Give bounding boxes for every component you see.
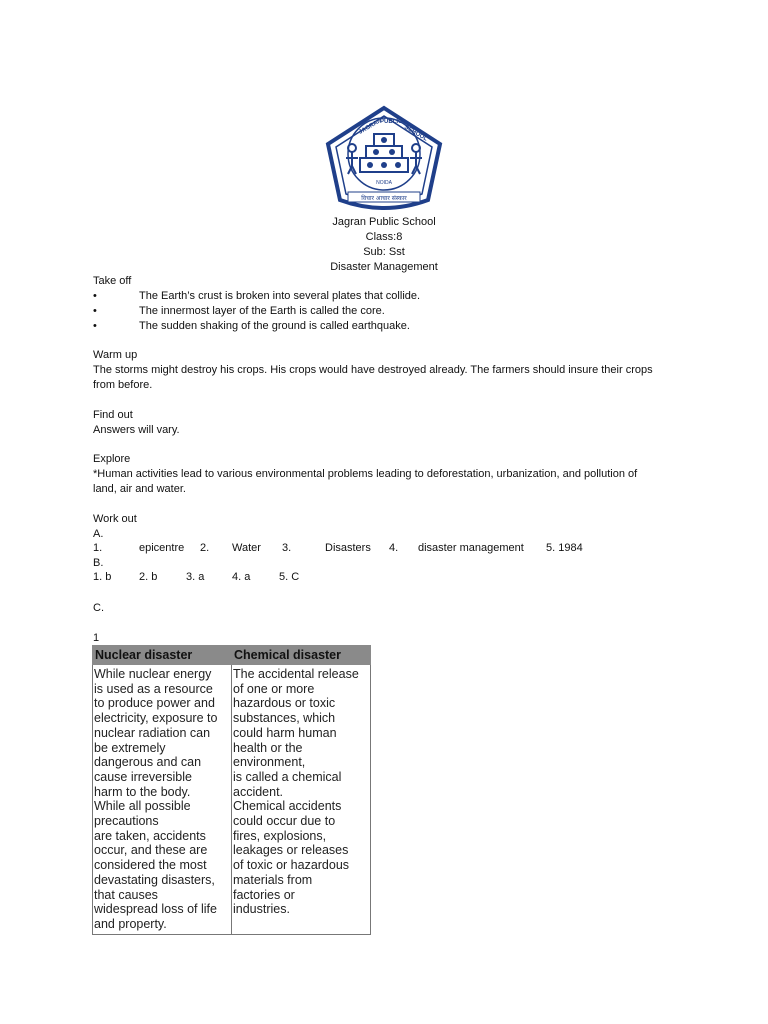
- subject-label: Sub: Sst: [363, 246, 405, 258]
- answer-text: 1. b: [93, 571, 112, 583]
- answer-text: epicentre: [139, 542, 185, 554]
- answer-text: Disasters: [325, 542, 371, 554]
- answer-text: Water: [232, 542, 261, 554]
- take-off-item-text: The Earth’s crust is broken into several plates that collide.: [139, 290, 421, 302]
- logo-noida-text: NOIDA: [376, 180, 392, 186]
- bullet-icon: •: [93, 320, 97, 332]
- answer-number: 4.: [389, 542, 399, 554]
- work-out-c-label: C.: [93, 602, 104, 614]
- school-logo: [322, 104, 446, 218]
- work-out-a-label: A.: [93, 528, 104, 540]
- explore-heading: Explore: [93, 453, 131, 465]
- bullet-icon: •: [93, 290, 97, 302]
- svg-text:PUBLIC: PUBLIC: [380, 119, 403, 125]
- svg-text:SCHOOL: SCHOOL: [403, 124, 429, 143]
- table-header-row: [93, 646, 371, 665]
- table-row: [93, 665, 371, 935]
- find-out-heading: Find out: [93, 409, 133, 421]
- chemical-disaster-cell: The accidental release of one or more hazardous or toxic substances, which could harm human health or the environment, is called a chemical accident. Chemical accidents could occur due to fires, explosions, leakages or releases of toxic or hazardous materials from factories or industries.: [232, 665, 371, 935]
- explore-text: *Human activities lead to various environmental problems leading to deforestation, urbanization, and pollution of land, air and water.: [93, 468, 638, 495]
- find-out-text: Answers will vary.: [93, 424, 180, 436]
- class-label: Class:8: [365, 231, 403, 243]
- school-name: Jagran Public School: [332, 216, 436, 228]
- bullet-icon: •: [93, 305, 97, 317]
- disaster-table: [92, 645, 371, 935]
- answer-number: 3.: [282, 542, 292, 554]
- answer-text: 3. a: [186, 571, 205, 583]
- svg-text:JAGRAN: JAGRAN: [358, 117, 383, 136]
- logo-motto: विचार आचार संस्कार: [361, 195, 407, 202]
- take-off-item-text: The sudden shaking of the ground is called earthquake.: [139, 320, 410, 332]
- column-header-chemical: Chemical disaster: [232, 646, 371, 665]
- work-out-heading: Work out: [93, 513, 137, 525]
- answer-text: 5. 1984: [546, 542, 583, 554]
- answer-text: 5. C: [279, 571, 300, 583]
- work-out-c-number: 1: [93, 632, 100, 644]
- answer-text: 4. a: [232, 571, 251, 583]
- warm-up-heading: Warm up: [93, 349, 138, 361]
- answer-text: 2. b: [139, 571, 158, 583]
- column-header-nuclear: Nuclear disaster: [93, 646, 232, 665]
- answer-text: disaster management: [418, 542, 524, 554]
- take-off-item-text: The innermost layer of the Earth is called the core.: [139, 305, 385, 317]
- topic-title: Disaster Management: [330, 261, 438, 273]
- answer-number: 1.: [93, 542, 103, 554]
- warm-up-text: The storms might destroy his crops. His crops would have destroyed already. The farmers should insure their crops from before.: [93, 364, 653, 391]
- take-off-heading: Take off: [93, 275, 132, 287]
- answer-number: 2.: [200, 542, 210, 554]
- work-out-b-label: B.: [93, 557, 104, 569]
- nuclear-disaster-cell: While nuclear energy is used as a resource to produce power and electricity, exposure to nuclear radiation can be extremely dangerous and can cause irreversible harm to the body. While all possible precautions are taken, accidents occur, and these are considered the most devastating disasters, that causes widespread loss of life and property.: [93, 665, 232, 935]
